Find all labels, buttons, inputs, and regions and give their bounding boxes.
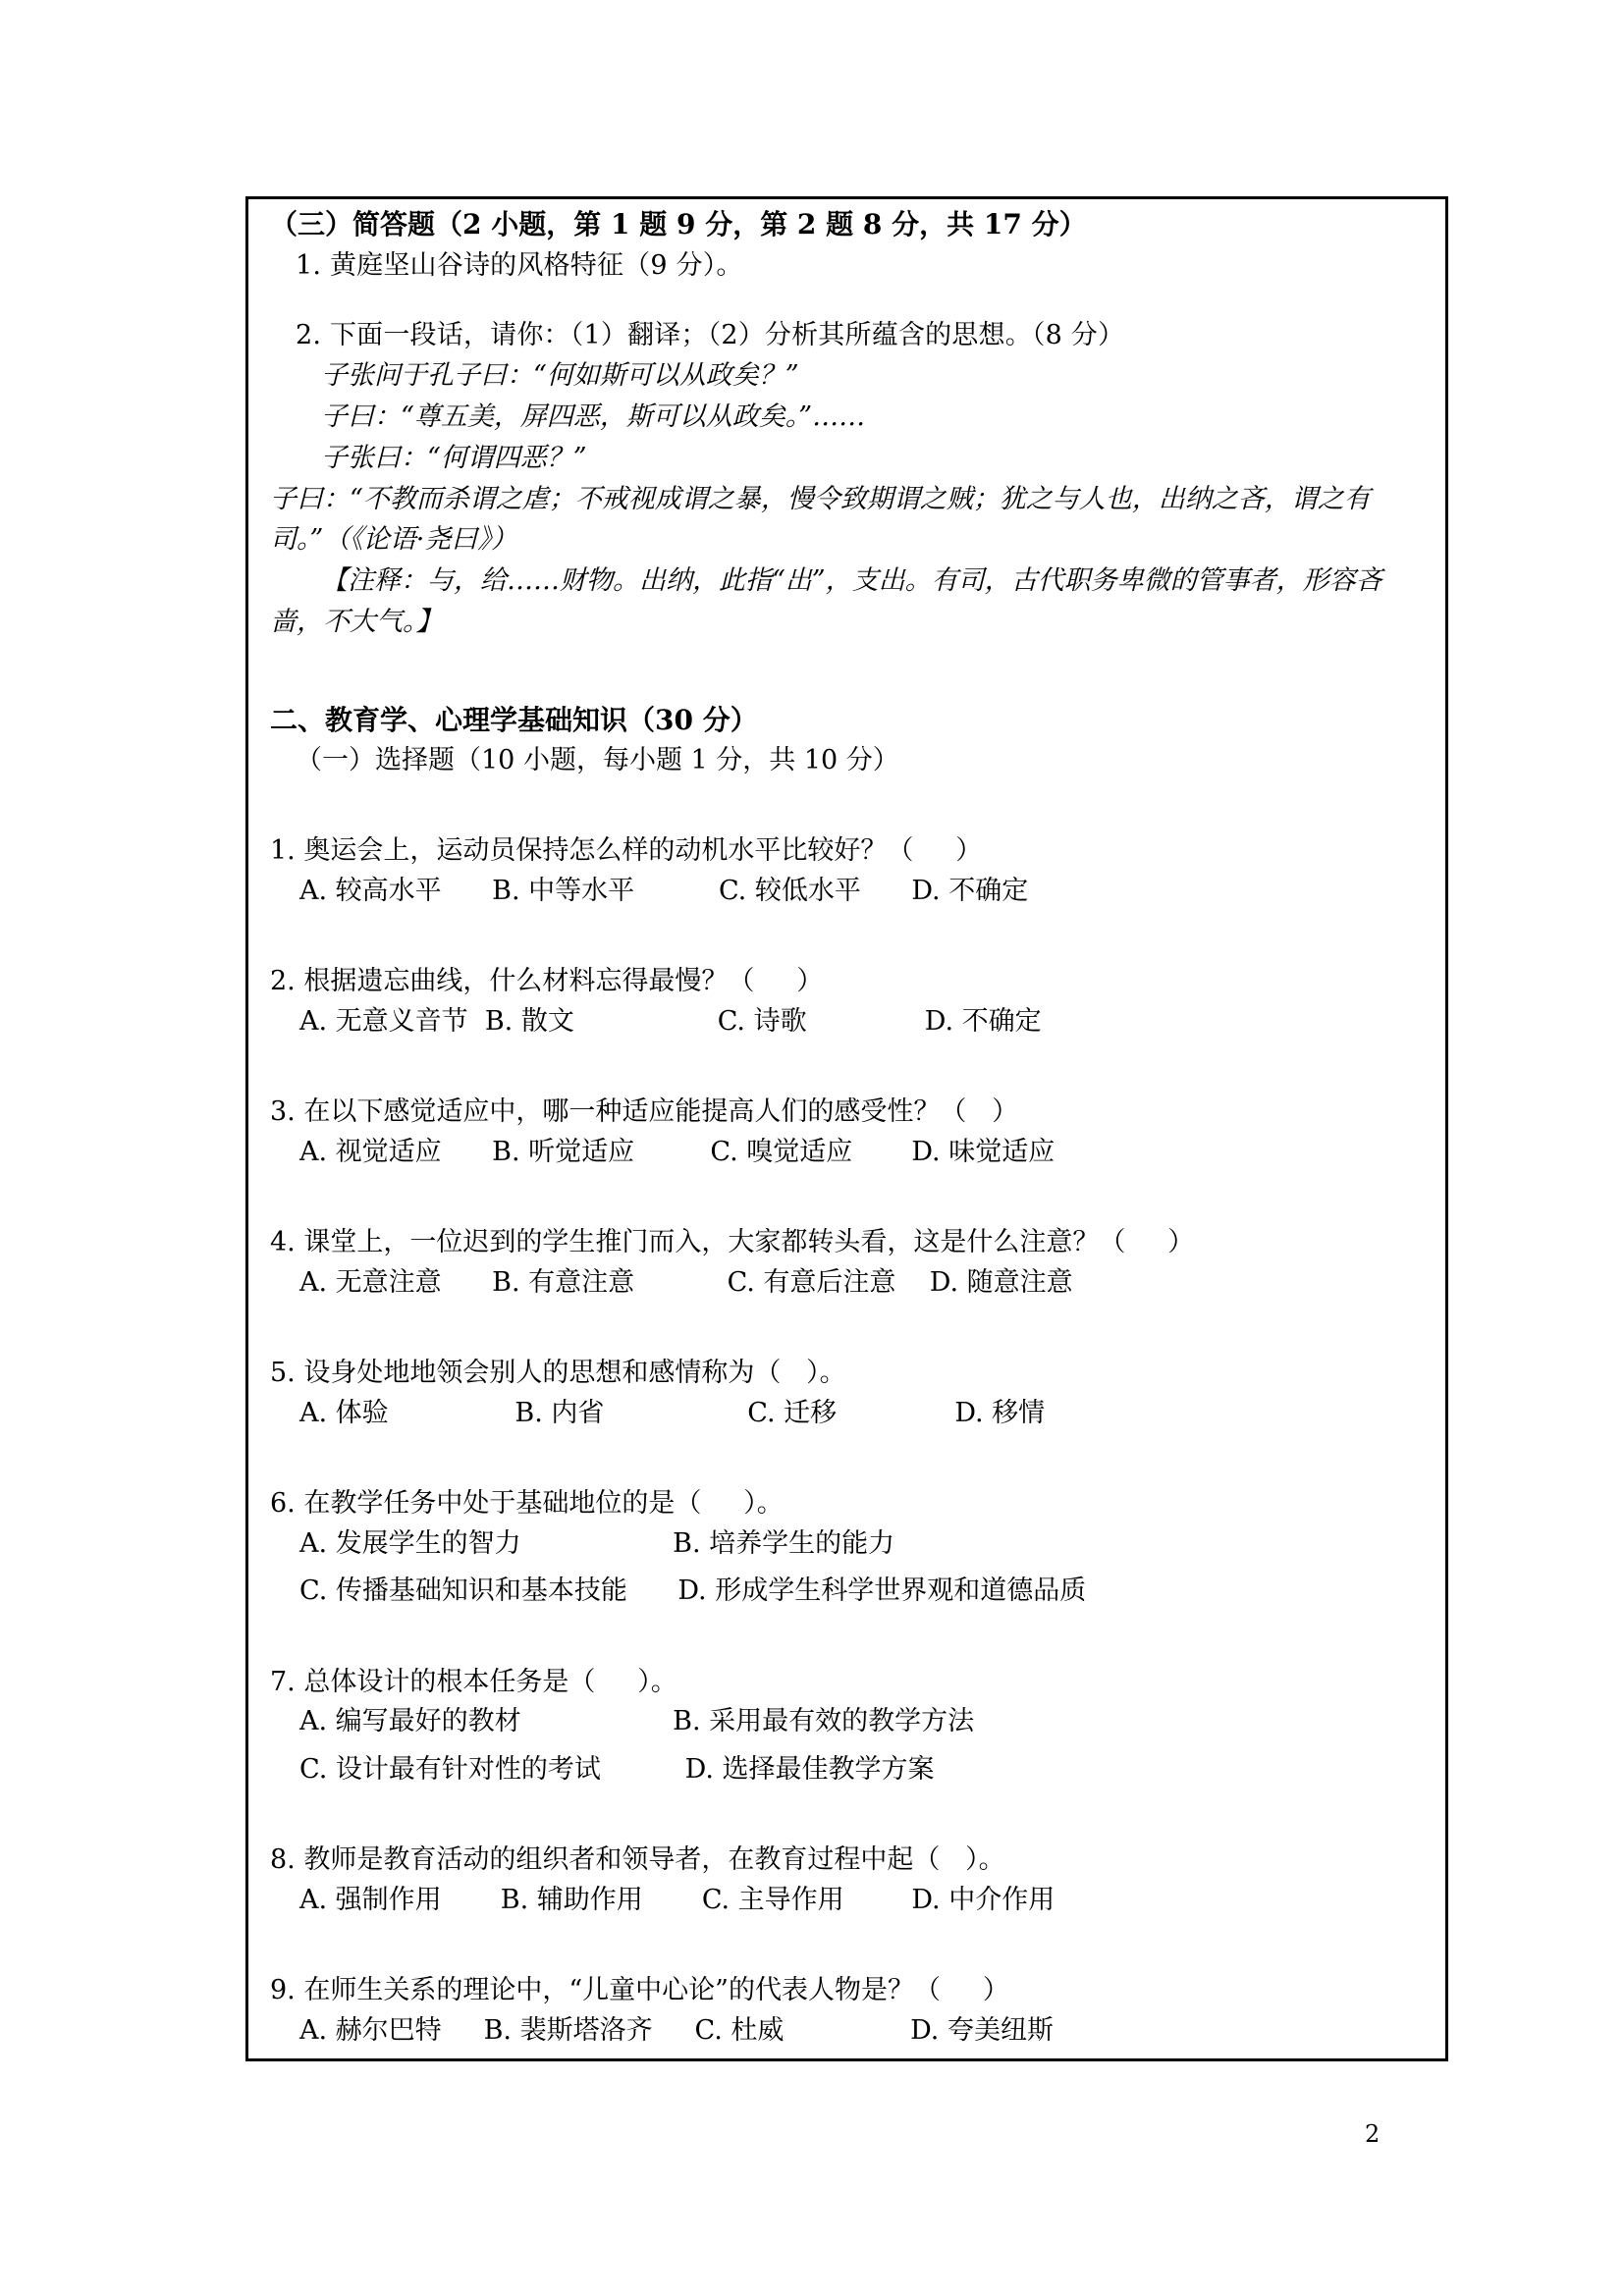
spacer <box>270 1742 1434 1750</box>
short-answer-question-2-stem: 2. 下面一段话，请你：（1）翻译；（2）分析其所蕴含的思想。（8 分） <box>296 320 1125 351</box>
multiple-choice-list <box>270 780 1434 2051</box>
short-answer-section <box>270 204 1434 643</box>
question-stem: 4. 课堂上，一位迟到的学生推门而入，大家都转头看，这是什么注意？（ ） <box>270 1227 1195 1258</box>
question-stem: 2. 根据遗忘曲线，什么材料忘得最慢？（ ） <box>270 966 824 997</box>
classical-quote-line-1: 子张问于孔子曰：“何如斯可以从政矣？” <box>321 360 799 392</box>
multiple-choice-question <box>270 962 1434 1041</box>
question-stem: 6. 在教学任务中处于基础地位的是（ ）。 <box>270 1488 784 1520</box>
multiple-choice-question <box>270 1663 1434 1790</box>
question-options-row: A. 视觉适应 B. 听觉适应 C. 嗅觉适应 D. 味觉适应 <box>299 1136 1056 1167</box>
classical-quote-line-4: 子曰：“不教而杀谓之虐；不戒视成谓之暴，慢令致期谓之贼；犹之与人也，出纳之吝，谓之有司。”（《论语·尧曰》） <box>270 483 1371 556</box>
spacer <box>270 1433 1434 1484</box>
page-number: 2 <box>1365 2120 1380 2148</box>
question-options-row: A. 体验 B. 内省 C. 迁移 D. 移情 <box>299 1397 1046 1428</box>
section-two-heading: 二、教育学、心理学基础知识（30 分） <box>270 703 758 736</box>
spacer <box>270 286 1434 315</box>
question-options-row: A. 无意义音节 B. 散文 C. 诗歌 D. 不确定 <box>299 1005 1042 1037</box>
multiple-choice-question <box>270 1971 1434 2051</box>
spacer <box>270 1789 1434 1841</box>
question-stem: 8. 教师是教育活动的组织者和领导者，在教育过程中起（ ）。 <box>270 1844 1005 1876</box>
multiple-choice-question <box>270 1354 1434 1433</box>
classical-quote-line-2: 子曰：“尊五美，屏四恶，斯可以从政矣。”…… <box>321 400 866 432</box>
multiple-choice-question <box>270 1484 1434 1612</box>
short-answer-heading: （三）简答题（2 小题，第 1 题 9 分，第 2 题 8 分，共 17 分） <box>270 208 1087 240</box>
classical-quote-annotation: 【注释：与，给……财物。出纳，此指“出”，支出。有司，古代职务卑微的管事者，形容吝啬，不大气。】 <box>270 565 1382 638</box>
multiple-choice-question <box>270 1093 1434 1172</box>
spacer <box>270 643 1434 700</box>
question-stem: 7. 总体设计的根本任务是（ ）。 <box>270 1666 677 1697</box>
question-options-row: A. 强制作用 B. 辅助作用 C. 主导作用 D. 中介作用 <box>299 1884 1056 1915</box>
spacer <box>270 780 1434 831</box>
spacer <box>270 1041 1434 1093</box>
spacer <box>270 1172 1434 1223</box>
question-stem: 1. 奥运会上，运动员保持怎么样的动机水平比较好？（ ） <box>270 835 983 867</box>
classical-quote-line-3: 子张曰：“何谓四恶？” <box>321 442 587 473</box>
spacer <box>270 1612 1434 1663</box>
question-stem: 3. 在以下感觉适应中，哪一种适应能提高人们的感受性？（ ） <box>270 1096 1019 1128</box>
question-options-row: A. 无意注意 B. 有意注意 C. 有意后注意 D. 随意注意 <box>299 1266 1073 1298</box>
spacer <box>270 1303 1434 1354</box>
question-options-row: A. 编写最好的教材 B. 采用最有效的教学方法 <box>299 1706 975 1737</box>
document-content <box>270 204 1434 2051</box>
question-stem: 9. 在师生关系的理论中，“儿童中心论”的代表人物是？（ ） <box>270 1975 1009 2006</box>
section-two-subheading: （一）选择题（10 小题，每小题 1 分，共 10 分） <box>296 744 899 775</box>
multiple-choice-question <box>270 1223 1434 1303</box>
question-options-row: C. 设计最有针对性的考试 D. 选择最佳教学方案 <box>299 1753 935 1785</box>
multiple-choice-question <box>270 1841 1434 1920</box>
question-options-row: C. 传播基础知识和基本技能 D. 形成学生科学世界观和道德品质 <box>299 1575 1087 1607</box>
multiple-choice-question <box>270 831 1434 911</box>
short-answer-question-1: 1. 黄庭坚山谷诗的风格特征（9 分）。 <box>296 250 743 281</box>
question-options-row: A. 发展学生的智力 B. 培养学生的能力 <box>299 1527 895 1559</box>
spacer <box>270 911 1434 962</box>
question-options-row: A. 较高水平 B. 中等水平 C. 较低水平 D. 不确定 <box>299 875 1029 906</box>
question-options-row: A. 赫尔巴特 B. 裴斯塔洛齐 C. 杜威 D. 夸美纽斯 <box>299 2014 1054 2046</box>
spacer <box>270 1920 1434 1971</box>
spacer <box>270 1564 1434 1572</box>
section-two <box>270 700 1434 2052</box>
question-stem: 5. 设身处地地领会别人的思想和感情称为（ ）。 <box>270 1358 846 1389</box>
